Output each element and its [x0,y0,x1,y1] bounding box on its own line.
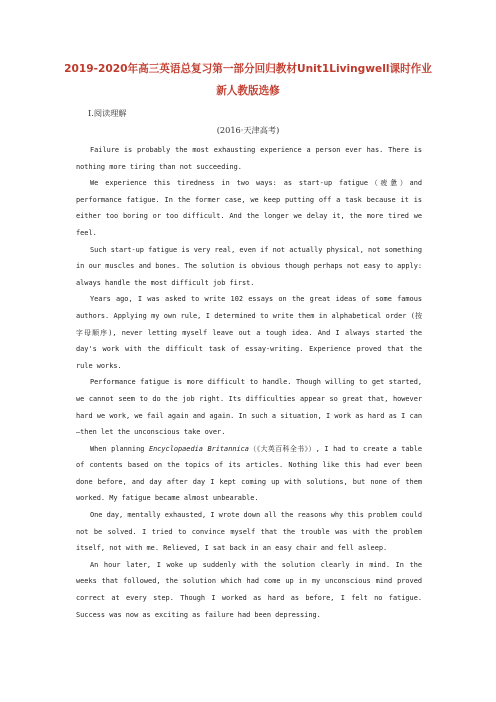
passage-source: (2016·天津高考) [216,125,280,135]
paragraph-2: We experience this tiredness in two ways: as start-up fatigue（疲惫）and performance fatigue. In the former case, we keep putting off a task because it is either too boring or too difficult. And the longer we delay it, the more tired we feel. [76,179,422,237]
section-label: Ⅰ.阅读理解 [88,108,127,118]
paragraph-8: An hour later, I woke up suddenly with the solution clearly in mind. In the weeks that followed, the solution which had come up in my unconscious mind proved correct at every step. Though I worked as hard as before, I felt no fatigue. Success was now as exciting as failure had been depressing. [76,560,422,619]
passage-body [76,142,422,623]
paragraph-3: Such start-up fatigue is very real, even if not actually physical, not something in our muscles and bones. The solution is obvious though perhaps not easy to apply: always handle the most difficult job first. [76,245,422,287]
paragraph-5: Performance fatigue is more difficult to handle. Though willing to get started, we cannot seem to do the job right. Its difficulties appear so great that, however hard we work, we fail again and again. In such a situation, I work as hard as I can—then let the unconscious take over. [76,378,422,437]
paragraph-4: Years ago, I was asked to write 102 essays on the great ideas of some famous authors. Applying my own rule, I determined to write them in alphabetical order (按字母顺序), never letting myself leave out a tough idea. And I always started the day's work with the difficult task of essay-writing. Experience proved that the rule works. [76,295,422,370]
paragraph-7: One day, mentally exhausted, I wrote down all the reasons why this problem could not be solved. I tried to convince myself that the trouble was with the problem itself, not with me. Relieved, I sat back in an easy chair and fell asleep. [76,511,422,553]
book-title: Encyclopaedia Britannica [148,444,249,453]
paragraph-1: Failure is probably the most exhausting experience a person ever has. There is nothing more tiring than not succeeding. [76,146,422,171]
paragraph-6 [76,441,422,507]
paragraph-6-lead: When planning [90,444,149,453]
paragraph-6-rest: （《大英百科全书》）, I had to create a table of contents based on the topics of its articles. Nothing like this had ever been done before, and day after day I kept coming up with solutions, but none of them worked. My fatigue became almost unbearable. [76,444,422,503]
document-title: 2019-2020年高三英语总复习第一部分回归教材Unit1Livingwell课时作业新人教版选修 [64,63,432,97]
